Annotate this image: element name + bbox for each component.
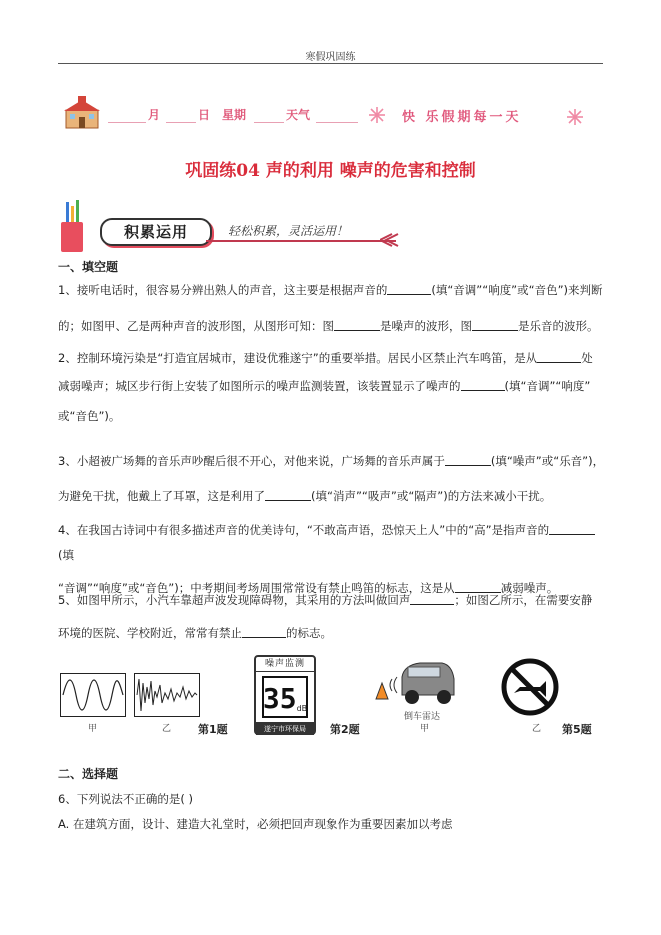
question-6: [58, 787, 606, 837]
q2-blank-2: [461, 378, 505, 391]
fig5-caption: 第5题: [562, 723, 592, 736]
radar-label: 倒车雷达: [404, 712, 441, 722]
q4-text-1a: 4、在我国古诗词中有很多描述声音的优美诗句，“不敢高声语，恐惊天上人”中的“高”是指声音的: [58, 523, 550, 537]
month-blank: [108, 122, 146, 123]
q3-blank-1: [445, 453, 491, 466]
main-title: 巩固练04 声的利用 噪声的危害和控制: [185, 161, 476, 181]
banner-subtitle: 轻松积累，灵活运用！: [228, 224, 349, 238]
fig2-caption: 第2题: [330, 723, 360, 736]
wave-yi-figure: [134, 673, 200, 717]
monitor-value: 35: [262, 682, 297, 715]
q1-text-2c: 是乐音的波形。: [518, 319, 599, 333]
q2-blank-1: [537, 350, 581, 363]
q3-text-1a: 3、小超被广场舞的音乐声吵醒后很不开心，对他来说，广场舞的音乐声属于: [58, 454, 445, 468]
header-divider: [58, 63, 603, 64]
section-banner: [58, 200, 408, 254]
weather-label: 天气: [286, 108, 311, 122]
q1-text-b: (填“音调”“响度”或“音色”)来判断: [431, 283, 603, 297]
arrow-icon: [380, 232, 400, 248]
section2-heading: 二、选择题: [58, 767, 119, 781]
q2-text-2a: 减弱噪声；城区步行街上安装了如图所示的噪声监测装置，该装置显示了噪声的: [58, 379, 461, 393]
date-line: [58, 100, 603, 140]
q5-text-2b: 的标志。: [286, 626, 332, 640]
q3-blank-2: [265, 488, 311, 501]
noise-monitor-figure: [254, 655, 316, 735]
section1-heading: 一、填空题: [58, 260, 119, 274]
q1-text-2a: 的；如图甲、乙是两种声音的波形图，从图形可知：图: [58, 319, 334, 333]
q1-blank-2: [334, 318, 380, 331]
monitor-footer: 遂宁市环保局: [256, 722, 314, 735]
no-honking-sign-icon: [500, 657, 560, 717]
banner-underline: [206, 240, 396, 242]
week-blank: [254, 122, 284, 123]
q3-text-1b: (填“噪声”或“乐音”)，: [490, 454, 605, 468]
q1-blank-3: [472, 318, 518, 331]
q6-stem: 6、下列说法不正确的是( ): [58, 792, 193, 806]
q4-text-2a: “音调”“响度”或“音色”)；中考期间考场周围常常设有禁止鸣笛的标志，这是从: [58, 581, 455, 595]
fig1-caption: 第1题: [198, 723, 228, 736]
q2-text-1a: 2、控制环境污染是“打造宜居城市，建设优雅遂宁”的重要举措。居民小区禁止汽车鸣笛，是从: [58, 351, 538, 365]
q4-text-1b: (填: [58, 548, 74, 562]
q5-blank-2: [242, 625, 286, 638]
snowflake-icon-right: [566, 108, 584, 126]
q5-text-2a: 环境的医院、学校附近，常常有禁止: [58, 626, 242, 640]
q2-text-2b: (填“音调”“响度”: [504, 379, 591, 393]
wave-jia-label: 甲: [88, 724, 98, 734]
day-blank: [166, 122, 196, 123]
page-header-title: 寒假巩固练: [305, 52, 356, 63]
q4-text-2b: 减弱噪声。: [500, 581, 559, 595]
question-1: [58, 278, 606, 339]
radar-jia-label: 甲: [420, 724, 430, 734]
pencil-cup-icon: [58, 200, 86, 254]
monitor-display: [262, 676, 308, 718]
q5-text-1b: ；如图乙所示，在需要安静: [454, 593, 593, 607]
day-label: 日: [198, 108, 211, 122]
q1-text: 1、接听电话时，很容易分辨出熟人的声音，这主要是根据声音的: [58, 283, 388, 297]
q6-option-a: A. 在建筑方面，设计、建造大礼堂时，必须把回声现象作为重要因素加以考虑: [58, 817, 453, 831]
wave-yi-label: 乙: [162, 724, 172, 734]
monitor-title: 噪声监测: [256, 657, 314, 672]
question-5: [58, 588, 606, 646]
weather-blank: [316, 122, 358, 123]
question-3: [58, 449, 606, 509]
q5-text-1a: 5、如图甲所示，小汽车靠超声波发现障碍物，其采用的方法叫做回声: [58, 593, 411, 607]
q3-text-2a: 为避免干扰，他戴上了耳罩，这是利用了: [58, 489, 265, 503]
school-building-icon: [62, 96, 102, 130]
snowflake-icon: [368, 106, 386, 124]
q5-blank-1: [410, 592, 454, 605]
week-label: 星期: [222, 108, 247, 122]
monitor-unit: dB: [296, 704, 308, 713]
q3-text-2b: (填“消声”“吸声”或“隔声”)的方法来减小干扰。: [311, 489, 552, 503]
q2-text-1b: 处: [581, 351, 593, 365]
slogan: 快 乐假期每一天: [402, 110, 522, 125]
month-label: 月: [148, 108, 161, 122]
q1-blank-1: [387, 282, 431, 295]
q1-text-2b: 是噪声的波形，图: [380, 319, 472, 333]
q2-text-3: 或“音色”)。: [58, 409, 121, 423]
sign-yi-label: 乙: [532, 724, 542, 734]
car-radar-figure: [372, 655, 456, 707]
wave-jia-figure: [60, 673, 126, 717]
banner-label: 积累运用: [100, 218, 212, 246]
figures-row: [58, 655, 606, 735]
q4-blank-1: [549, 522, 595, 535]
question-2: [58, 346, 606, 429]
